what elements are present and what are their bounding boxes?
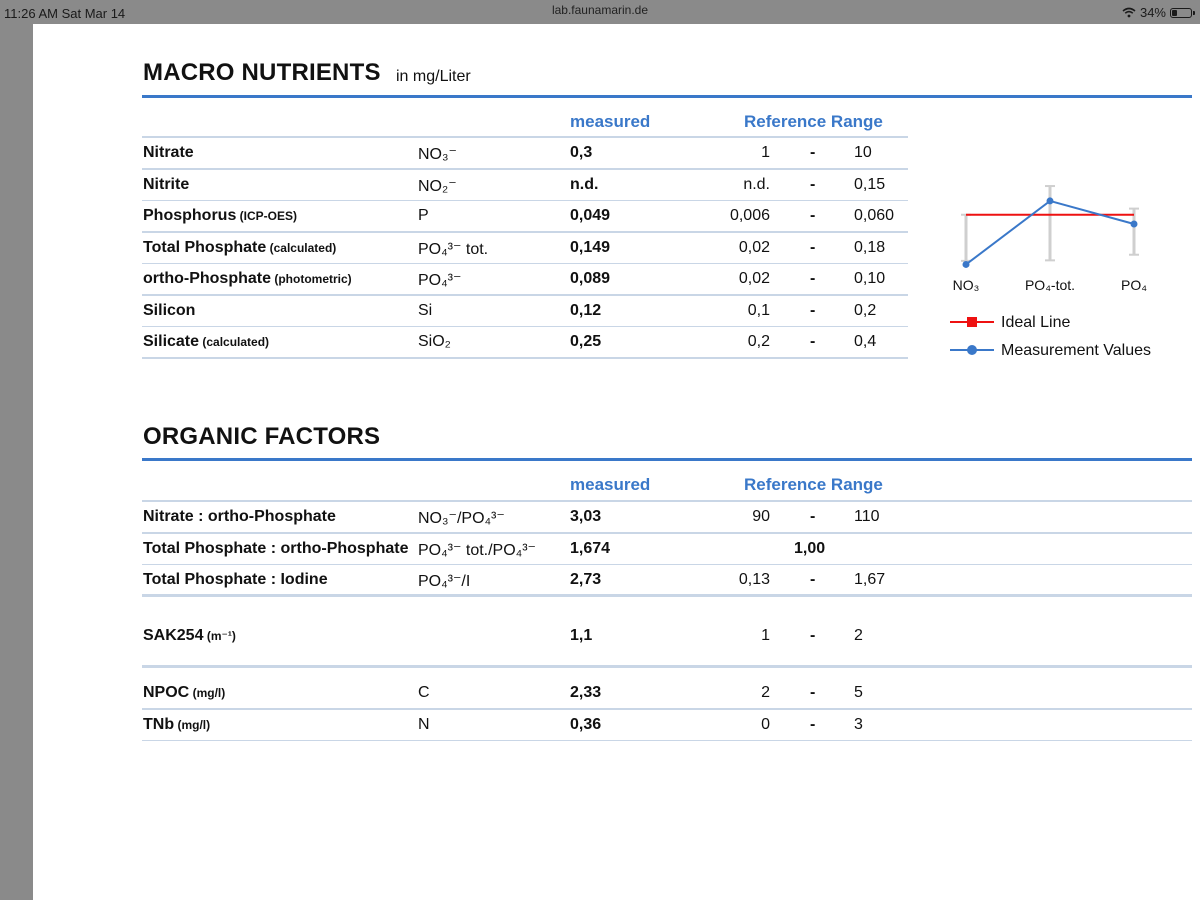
parameter-label: Total Phosphate : Iodine: [143, 571, 328, 588]
parameter-label: NPOC: [143, 684, 190, 701]
sak-name: [143, 627, 236, 645]
parameter-label: Phosphorus: [143, 207, 237, 224]
organic-col-range: Reference Range: [744, 475, 883, 494]
range-dash: -: [810, 627, 816, 644]
row-divider: [142, 740, 1192, 742]
parameter-label: Nitrate : ortho-Phosphate: [143, 508, 336, 525]
parameter-label: Total Phosphate: [143, 238, 267, 256]
parameter-label: Silicon: [143, 301, 196, 319]
range-high: 5: [854, 684, 863, 701]
macro-rule: [142, 95, 1192, 98]
range-high: 0,10: [854, 270, 886, 287]
formula: PO₄³⁻: [418, 272, 462, 289]
range-dash: -: [810, 571, 816, 588]
range-dash: -: [810, 333, 816, 350]
parameter-note: (mg/l): [189, 686, 226, 700]
range-dash: -: [810, 144, 816, 161]
parameter-name: [143, 684, 225, 702]
formula: PO₄³⁻ tot./PO₄³⁻: [418, 541, 536, 559]
range-high: 0,18: [854, 238, 886, 256]
parameter-label: Nitrate: [143, 144, 194, 161]
measured-value: 1,1: [570, 627, 593, 644]
status-right: [1122, 5, 1192, 20]
data-point: [963, 261, 970, 268]
legend-label: Ideal Line: [1001, 314, 1071, 331]
measured-value: 1,674: [570, 539, 611, 557]
macro-col-range: Reference Range: [744, 112, 883, 131]
measured-value: 0,36: [570, 715, 602, 733]
parameter-name: [143, 207, 297, 225]
measured-value: 0,3: [570, 144, 593, 161]
range-dash: -: [810, 301, 816, 319]
macro-title: MACRO NUTRIENTS: [143, 59, 381, 86]
parameter-name: [143, 716, 210, 734]
data-point: [1047, 197, 1054, 204]
parameter-label: Silicate: [143, 333, 200, 350]
row-divider: [142, 231, 908, 233]
range-high: 0,4: [854, 333, 877, 350]
measured-value: 2,33: [570, 684, 602, 701]
range-high: 0,15: [854, 175, 886, 193]
nutrient-chart: [938, 164, 1178, 404]
parameter-name: [143, 302, 195, 320]
row-divider: [142, 294, 908, 296]
range-dash: -: [810, 238, 816, 256]
range-high: 3: [854, 715, 863, 733]
parameter-label: ortho-Phosphate: [143, 270, 271, 287]
battery-icon: [1170, 8, 1192, 18]
legend-label: Measurement Values: [1001, 342, 1151, 359]
parameter-label: TNb: [143, 715, 175, 733]
formula: C: [418, 684, 430, 701]
range-dash: -: [810, 207, 816, 224]
range-dash: -: [810, 270, 816, 287]
measured-value: 0,049: [570, 207, 611, 224]
range-low: 0,1: [747, 301, 770, 319]
parameter-note: (ICP-OES): [236, 209, 298, 223]
range-low: 1: [761, 144, 770, 161]
x-tick-label: NO₃: [952, 277, 980, 293]
parameter-name: [143, 333, 269, 351]
parameter-name: [143, 508, 336, 526]
range-low: 90: [752, 508, 770, 525]
range-low: 1: [761, 627, 770, 644]
row-divider: [142, 708, 1192, 710]
parameter-name: [143, 239, 336, 257]
parameter-name: [143, 176, 189, 194]
parameter-note: (photometric): [271, 272, 352, 286]
status-time: 11:26 AM Sat Mar 14: [4, 6, 126, 21]
range-low: 0,2: [747, 333, 770, 350]
organic-rule: [142, 458, 1192, 461]
range-low: 0,13: [738, 571, 770, 588]
row-divider: [142, 200, 908, 202]
range-low: 0,02: [738, 238, 770, 256]
measured-value: 0,089: [570, 270, 611, 287]
formula: P: [418, 207, 429, 224]
range-low: 2: [761, 684, 770, 701]
range-low: 0,006: [729, 207, 770, 224]
parameter-note: (calculated): [266, 240, 337, 255]
range-dash: -: [810, 175, 816, 193]
wifi-icon: [1122, 7, 1136, 18]
formula: Si: [418, 301, 433, 319]
legend-marker: [967, 317, 977, 327]
range-high: 110: [854, 508, 880, 525]
legend-marker: [967, 345, 977, 355]
organic-col-measured: measured: [570, 475, 651, 494]
formula: SiO₂: [418, 333, 451, 350]
parameter-name: [143, 571, 328, 589]
parameter-name: [143, 540, 408, 558]
range-dash: -: [810, 684, 816, 701]
formula: PO₄³⁻ tot.: [418, 240, 489, 258]
macro-col-measured: measured: [570, 112, 651, 131]
parameter-label: Nitrite: [143, 175, 190, 193]
parameter-note: (mg/l): [174, 717, 211, 732]
x-tick-label: PO₄: [1121, 277, 1147, 293]
formula: N: [418, 715, 430, 733]
section-divider: [142, 665, 1192, 668]
report-page: [33, 24, 1200, 900]
formula: NO₃⁻/PO₄³⁻: [418, 510, 505, 527]
range-low: 0: [761, 715, 770, 733]
macro-unit: in mg/Liter: [396, 68, 471, 85]
url-bar[interactable]: lab.faunamarin.de: [551, 3, 649, 17]
formula: NO₂⁻: [418, 177, 457, 195]
measured-value: 0,149: [570, 238, 611, 256]
parameter-name: [143, 270, 352, 288]
row-divider: [142, 326, 908, 328]
sak-label: SAK254: [143, 627, 204, 644]
measured-value: 0,12: [570, 301, 602, 319]
battery-percent: 34%: [1139, 5, 1166, 20]
row-divider: [142, 263, 908, 265]
range-high: 0,060: [854, 207, 895, 224]
parameter-name: [143, 144, 194, 162]
range-high: 0,2: [854, 301, 877, 319]
range-single: 1,00: [794, 539, 826, 557]
row-divider: [142, 357, 908, 359]
row-divider: [142, 168, 908, 170]
range-high: 1,67: [854, 571, 886, 588]
formula: PO₄³⁻/I: [418, 573, 471, 590]
row-divider: [142, 532, 1192, 534]
measured-value: 3,03: [570, 508, 602, 525]
organic-title: ORGANIC FACTORS: [143, 423, 381, 450]
macro-header-line: [142, 136, 908, 138]
data-point: [1131, 220, 1138, 227]
measured-value: n.d.: [570, 175, 599, 193]
range-high: 10: [854, 144, 872, 161]
range-high: 2: [854, 627, 863, 644]
parameter-label: Total Phosphate : ortho-Phosphate: [143, 539, 409, 557]
organic-header-line: [142, 500, 1192, 502]
row-divider: [142, 564, 1192, 566]
row-divider: [142, 594, 1192, 596]
range-dash: -: [810, 715, 816, 733]
range-dash: -: [810, 508, 816, 525]
range-low: n.d.: [743, 175, 770, 193]
sak-unit: (m⁻¹): [203, 629, 236, 643]
measured-value: 0,25: [570, 333, 602, 350]
x-tick-label: PO₄-tot.: [1024, 277, 1076, 293]
measured-value: 2,73: [570, 571, 602, 588]
formula: NO₃⁻: [418, 146, 457, 163]
range-low: 0,02: [738, 270, 770, 287]
parameter-note: (calculated): [199, 335, 270, 349]
status-bar: [0, 0, 1200, 24]
